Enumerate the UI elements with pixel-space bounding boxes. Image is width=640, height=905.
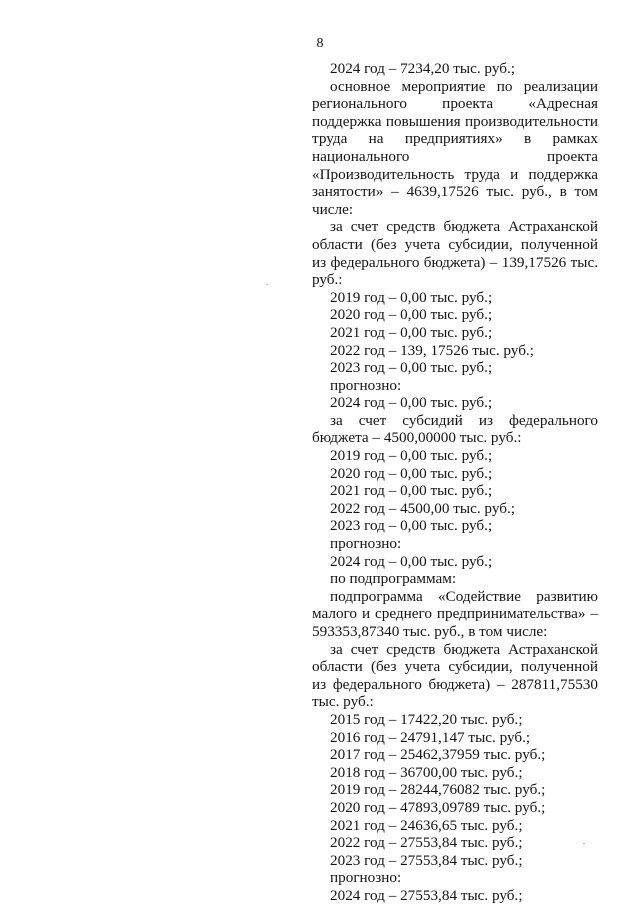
text-line: 2019 год – 0,00 тыс. руб.; <box>330 288 493 306</box>
text-line: 2023 год – 27553,84 тыс. руб.; <box>330 851 523 869</box>
text-line: 2022 год – 27553,84 тыс. руб.; <box>330 834 523 852</box>
text-line: прогнозно: <box>330 376 402 394</box>
text-paragraph: подпрограмма «Содействие развитию малого и среднего предпринимательства» – 593353,87340 тыс. руб., в том числе: <box>312 587 598 640</box>
text-line: 2020 год – 0,00 тыс. руб.; <box>330 306 493 324</box>
text-line: 2018 год – 36700,00 тыс. руб.; <box>330 763 523 781</box>
text-line: прогнозно: <box>330 535 402 553</box>
scan-speck <box>583 843 585 844</box>
document-body <box>312 60 598 905</box>
text-line: 2024 год – 0,00 тыс. руб.; <box>330 552 493 570</box>
text-line: 2017 год – 25462,37959 тыс. руб.; <box>330 746 546 764</box>
scan-speck <box>266 284 268 285</box>
text-line: 2024 год – 0,00 тыс. руб.; <box>330 394 493 412</box>
text-line: 2022 год – 4500,00 тыс. руб.; <box>330 499 515 517</box>
text-line: 2020 год – 0,00 тыс. руб.; <box>330 464 493 482</box>
text-line: 2023 год – 0,00 тыс. руб.; <box>330 359 493 377</box>
text-line: 2023 год – 0,00 тыс. руб.; <box>330 517 493 535</box>
text-line: 2019 год – 0,00 тыс. руб.; <box>330 447 493 465</box>
text-line: 2024 год – 27553,84 тыс. руб.; <box>330 886 523 904</box>
text-line: 2021 год – 0,00 тыс. руб.; <box>330 482 493 500</box>
text-line: 2021 год – 0,00 тыс. руб.; <box>330 323 493 341</box>
text-line: 2024 год – 7234,20 тыс. руб.; <box>330 60 515 77</box>
text-line: 2020 год – 47893,09789 тыс. руб.; <box>330 798 546 816</box>
text-line: 2021 год – 24636,65 тыс. руб.; <box>330 816 523 834</box>
text-paragraph: за счет средств бюджета Астраханской области (без учета субсидии, полученной из федерального бюджета) – 139,17526 тыс. руб.: <box>312 218 598 289</box>
text-line: 2022 год – 139, 17526 тыс. руб.; <box>330 341 534 359</box>
text-line: 2016 год – 24791,147 тыс. руб.; <box>330 728 531 746</box>
text-line: прогнозно: <box>330 869 402 887</box>
text-paragraph: за счет субсидий из федерального бюджета – 4500,00000 тыс. руб.: <box>312 411 598 447</box>
text-line: по подпрограммам: <box>330 570 457 588</box>
text-line: 2015 год – 17422,20 тыс. руб.; <box>330 710 523 728</box>
text-paragraph: основное мероприятие по реализации регионального проекта «Адресная поддержка повышения производительности труда на предприятиях» в рамках национального проекта «Производительность труда и поддержка занятости» – 4639,17526 тыс. руб., в том числе: <box>312 77 598 218</box>
text-line: 2019 год – 28244,76082 тыс. руб.; <box>330 781 546 799</box>
page-number: 8 <box>316 36 324 51</box>
text-paragraph: за счет средств бюджета Астраханской области (без учета субсидии, полученной из федерального бюджета) – 287811,75530 тыс. руб.: <box>312 640 598 711</box>
